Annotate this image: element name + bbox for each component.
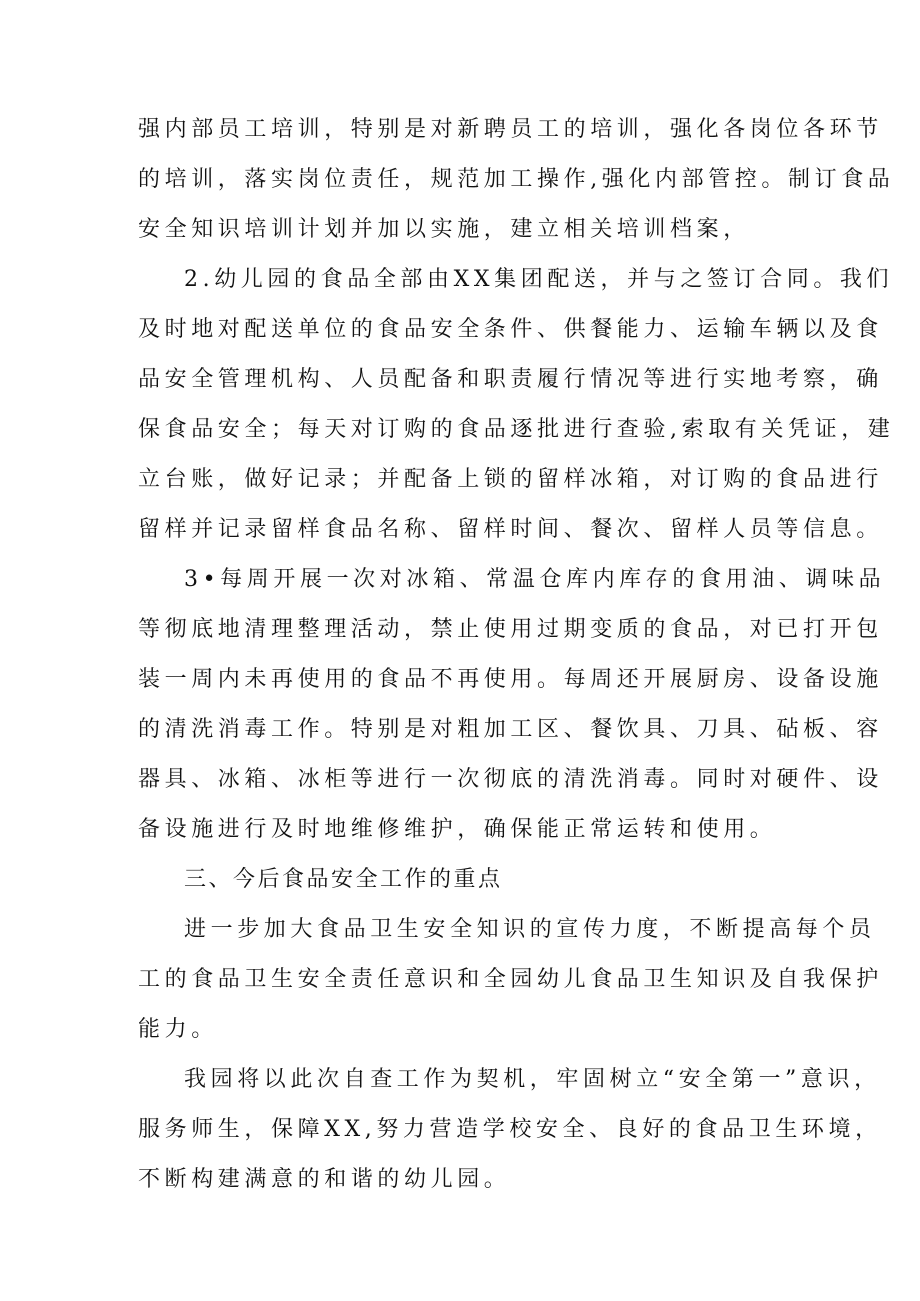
paragraph-3-line-1: 3•每周开展一次对冰箱、常温仓库内库存的食用油、调味品 [184, 567, 886, 592]
section-heading: 三、今后食品安全工作的重点 [184, 867, 503, 892]
closing-2-line-2: 服务师生，保障XX,努力营造学校安全、良好的食品卫生环境， [138, 1117, 882, 1142]
paragraph-3-line-3: 装一周内未再使用的食品不再使用。每周还开展厨房、设备设施 [138, 667, 883, 692]
paragraph-3-line-4: 的清洗消毒工作。特别是对粗加工区、餐饮具、刀具、砧板、容 [138, 717, 883, 742]
closing-1-line-2: 工的食品卫生安全责任意识和全园幼儿食品卫生知识及自我保护 [138, 967, 883, 992]
closing-1-line-1: 进一步加大食品卫生安全知识的宣传力度，不断提高每个员 [184, 917, 876, 942]
closing-2-line-3: 不断构建满意的和谐的幼儿园。 [138, 1167, 511, 1192]
paragraph-2-line-2: 及时地对配送单位的食品安全条件、供餐能力、运输车辆以及食 [138, 317, 883, 342]
closing-1-line-3: 能力。 [138, 1017, 218, 1042]
paragraph-1-line-2: 的培训，落实岗位责任，规范加工操作,强化内部管控。制订食品 [138, 167, 895, 192]
paragraph-2-line-1: 2.幼儿园的食品全部由XX集团配送，并与之签订合同。我们 [184, 267, 894, 292]
paragraph-2-line-6: 留样并记录留样食品名称、留样时间、餐次、留样人员等信息。 [138, 517, 883, 542]
paragraph-2-line-3: 品安全管理机构、人员配备和职责履行情况等进行实地考察，确 [138, 367, 883, 392]
paragraph-2-line-4: 保食品安全；每天对订购的食品逐批进行查验,索取有关凭证，建 [138, 417, 895, 442]
paragraph-2-line-5: 立台账，做好记录；并配备上锁的留样冰箱，对订购的食品进行 [138, 467, 883, 492]
paragraph-3-line-2: 等彻底地清理整理活动，禁止使用过期变质的食品，对已打开包 [138, 617, 883, 642]
paragraph-3-line-6: 备设施进行及时地维修维护，确保能正常运转和使用。 [138, 817, 777, 842]
paragraph-3-line-5: 器具、冰箱、冰柜等进行一次彻底的清洗消毒。同时对硬件、设 [138, 767, 883, 792]
paragraph-1-line-3: 安全知识培训计划并加以实施，建立相关培训档案， [138, 217, 750, 242]
closing-2-line-1: 我园将以此次自查工作为契机，牢固树立“安全第一”意识， [184, 1067, 881, 1092]
paragraph-1-line-1: 强内部员工培训，特别是对新聘员工的培训，强化各岗位各环节 [138, 117, 883, 142]
